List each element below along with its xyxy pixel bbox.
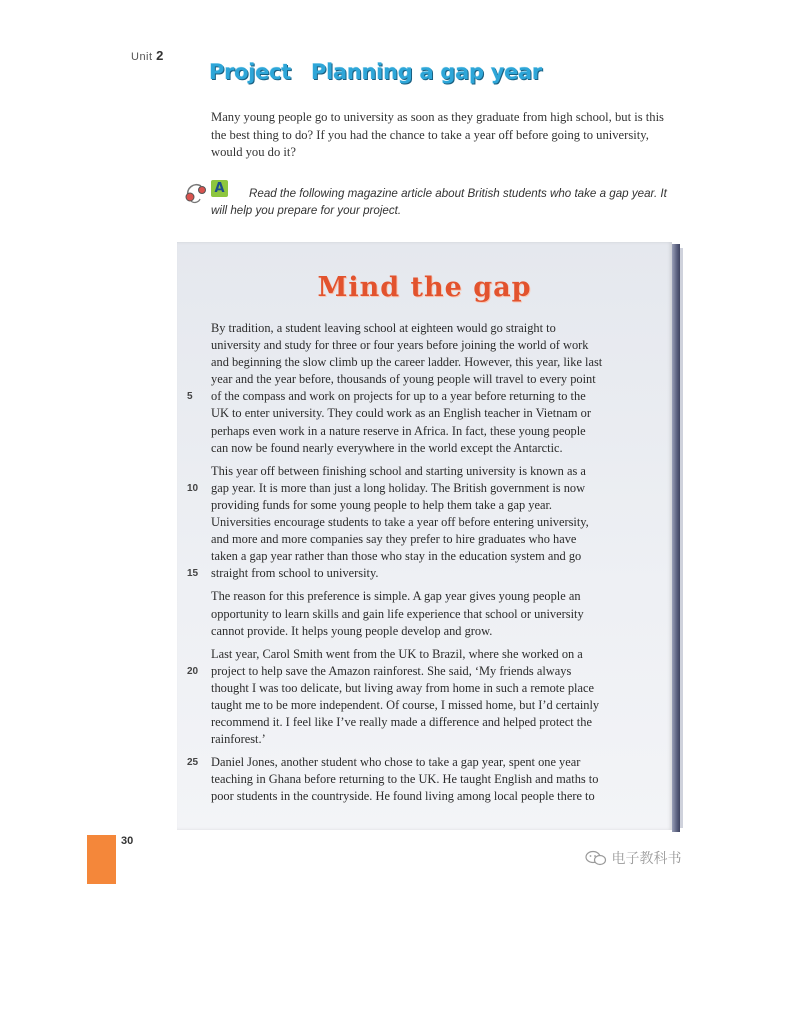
article-line — [211, 714, 641, 731]
article-line — [211, 440, 641, 457]
article-paragraph — [211, 588, 641, 639]
article-line — [211, 646, 641, 663]
article-line — [211, 320, 641, 337]
line-number: 25 — [187, 757, 199, 769]
line-text: university and study for three or four years before joining the world of work — [211, 338, 589, 353]
line-text: Universities encourage students to take a year off before entering university, — [211, 515, 589, 530]
article-line — [211, 680, 641, 697]
line-text: recommend it. I feel like I’ve really made a difference and helped protect the — [211, 715, 592, 730]
watermark — [585, 848, 681, 868]
article-panel — [177, 242, 672, 830]
article-line — [211, 548, 641, 565]
line-number: 10 — [187, 482, 199, 494]
line-text: UK to enter university. They could work as an English teacher in Vietnam or — [211, 406, 591, 421]
article-line — [211, 697, 641, 714]
line-number: 20 — [187, 665, 199, 677]
article-line — [187, 388, 641, 405]
article-line — [211, 531, 641, 548]
line-text: straight from school to university. — [211, 566, 379, 581]
article-title: Mind the gap — [317, 272, 532, 303]
line-text: project to help save the Amazon rainforest. She said, ‘My friends always — [211, 663, 572, 678]
line-text: By tradition, a student leaving school at eighteen would go straight to — [211, 321, 556, 335]
article-line — [211, 606, 641, 623]
article-line — [187, 480, 641, 497]
article-line — [187, 754, 641, 771]
article-line — [211, 588, 641, 605]
article-paragraph — [187, 320, 641, 457]
headphones-icon — [184, 182, 210, 204]
article-line — [211, 497, 641, 514]
article-line — [211, 514, 641, 531]
article-line — [187, 663, 641, 680]
watermark-text: 电子教科书 — [611, 851, 682, 867]
line-text: cannot provide. It helps young people develop and grow. — [211, 623, 493, 638]
line-text: providing funds for some young people to help them take a gap year. — [211, 497, 553, 512]
article-paragraph — [187, 754, 641, 805]
task-text: Read the following magazine article about British students who take a gap year. It will help you prepare for your project. — [211, 187, 667, 217]
project-title-text: Planning a gap year — [311, 60, 542, 84]
article-line — [187, 565, 641, 582]
article-line — [211, 405, 641, 422]
article-body — [187, 320, 641, 812]
project-label: Project — [209, 60, 292, 84]
article-line — [211, 788, 641, 805]
line-text: and more and more companies say they prefer to hire graduates who have — [211, 532, 577, 547]
line-number: 5 — [187, 391, 193, 403]
line-text: poor students in the countryside. He found living among local people there to — [211, 789, 595, 804]
page-title — [209, 60, 542, 84]
line-text: opportunity to learn skills and gain life experience that school or university — [211, 606, 584, 621]
line-text: rainforest.’ — [211, 732, 266, 747]
intro-paragraph: Many young people go to university as soon as they graduate from high school, but is this the best thing to do? If you had the chance to take a year off before going to university, would you do it? — [211, 110, 664, 159]
line-text: thought I was too delicate, but living away from home in such a remote place — [211, 680, 594, 695]
page-number: 30 — [121, 835, 134, 847]
line-text: can now be found nearly everywhere in the world except the Antarctic. — [211, 440, 563, 455]
unit-number: 2 — [156, 48, 164, 63]
line-text: and beginning the slow climb up the career ladder. However, this year, like last — [211, 355, 603, 370]
line-text: taken a gap year rather than those who stay in the education system and go — [211, 549, 582, 564]
wechat-icon — [585, 850, 607, 866]
article-line — [211, 337, 641, 354]
task-badge: A — [211, 180, 228, 197]
article-line — [211, 731, 641, 748]
article-line — [211, 623, 641, 640]
line-text: perhaps even work in a nature reserve in Africa. In fact, these young people — [211, 423, 586, 438]
article-paragraph — [187, 646, 641, 749]
article-line — [211, 771, 641, 788]
line-text: teaching in Ghana before returning to the UK. He taught English and maths to — [211, 772, 599, 787]
line-text: of the compass and work on projects for up to a year before returning to the — [211, 389, 586, 404]
page-tab — [87, 835, 116, 884]
article-page-edge — [672, 244, 680, 832]
article-line — [211, 371, 641, 388]
article-line — [211, 423, 641, 440]
article-line — [211, 354, 641, 371]
article-paragraph — [187, 463, 641, 583]
line-text: Daniel Jones, another student who chose to take a gap year, spent one year — [211, 755, 581, 770]
line-text: This year off between finishing school and starting university is known as a — [211, 463, 586, 478]
line-text: The reason for this preference is simple. A gap year gives young people an — [211, 589, 581, 604]
line-text: year and the year before, thousands of young people will travel to every point — [211, 372, 596, 387]
line-text: gap year. It is more than just a long holiday. The British government is now — [211, 480, 586, 495]
task-instruction — [184, 180, 684, 220]
article-line — [211, 463, 641, 480]
unit-label — [131, 48, 164, 63]
line-text: Last year, Carol Smith went from the UK to Brazil, where she worked on a — [211, 646, 583, 661]
unit-word: Unit — [131, 51, 153, 63]
line-number: 15 — [187, 568, 199, 580]
line-text: taught me to be more independent. Of course, I missed home, but I’d certainly — [211, 697, 600, 712]
